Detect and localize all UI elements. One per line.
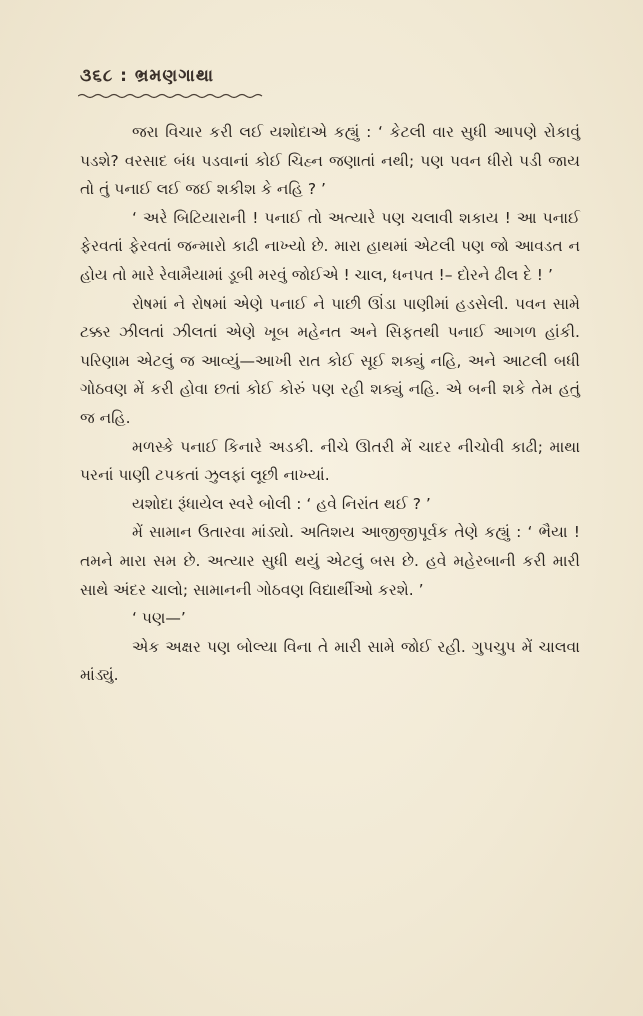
paragraph: ‘ પણ—’ [132, 609, 186, 628]
paragraph: મળસ્કે પનાઈ કિનારે અડકી. નીચે ઊતરી મેં ચાદર નીચોવી કાઢી; માથા પરનાં પાણી ટપકતાં ઝુલફાં લૂછી નાખ્યાં. [80, 437, 580, 485]
paragraph: ‘ અરે બિટિયારાની ! પનાઈ તો અત્યારે પણ ચલાવી શકાય ! આ પનાઈ ફેરવતાં ફેરવતાં જન્મારો કાઢી નાખ્યો છે. મારા હાથમાં એટલી પણ જો આવડત ન હોય તો મારે રેવામૈયામાં ડૂબી મરવું જોઈએ ! ચાલ, ધનપત !– દોરને ઢીલ દે ! ’ [80, 208, 580, 284]
paragraph: મેં સામાન ઉતારવા માંડ્યો. અતિશય આજીજીપૂર્વક તેણે કહ્યું : ‘ ભૈયા ! તમને મારા સમ છે. અત્યાર સુધી થયું એટલું બસ છે. હવે મહેરબાની કરી મારી સાથે અંદર ચાલો; સામાનની ગોઠવણ વિદ્યાર્થીઓ કરશે. ’ [80, 523, 580, 599]
running-head: ૩૬૮ : ભ્રમણગાથા [80, 66, 215, 86]
body-text [80, 118, 580, 690]
paragraph: એક અક્ષર પણ બોલ્યા વિના તે મારી સામે જોઈ રહી. ગુપચુપ મેં ચાલવા માંડ્યું. [80, 637, 580, 685]
paragraph: રોષમાં ને રોષમાં એણે પનાઈ ને પાછી ઊંડા પાણીમાં હડસેલી. પવન સામે ટક્કર ઝીલતાં ઝીલતાં એણે ખૂબ મહેનત અને સિફતથી પનાઈ આગળ હાંકી. પરિણામ એટલું જ આવ્યું—આખી રાત કોઈ સૂઈ શક્યું નહિ, અને આટલી બધી ગોઠવણ મેં કરી હોવા છતાં કોઈ કોરું પણ રહી શક્યું નહિ. એ બની શકે તેમ હતું જ નહિ. [80, 294, 580, 427]
decorative-wavy-rule [78, 93, 264, 99]
paragraph: જરા વિચાર કરી લઈ યશોદાએ કહ્યું : ‘ કેટલી વાર સુધી આપણે રોકાવું પડશે? વરસાદ બંધ પડવાનાં કોઈ ચિહ્ન જણાતાં નથી; પણ પવન ધીરો પડી જાય તો તું પનાઈ લઈ જઈ શકીશ કે નહિ ? ’ [80, 123, 580, 199]
paragraph: યશોદા રૂંધાયેલ સ્વરે બોલી : ‘ હવે નિરાંત થઈ ? ’ [132, 494, 431, 513]
